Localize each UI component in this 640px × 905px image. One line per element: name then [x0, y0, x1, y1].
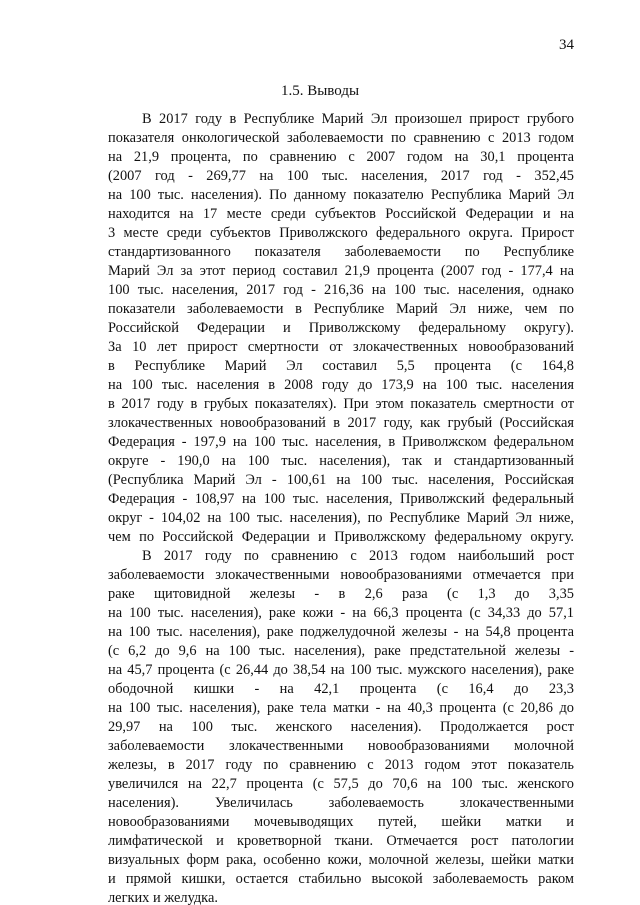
body-line: в 2017 году в грубых показателях). При этом показатель смертности от	[108, 396, 574, 412]
body-line: В 2017 году по сравнению с 2013 годом наибольший рост	[142, 548, 574, 564]
body-line: на 100 тыс. населения), раке тела матки - на 40,3 процента (с 20,86 до	[108, 700, 574, 716]
section-title: 1.5. Выводы	[280, 83, 360, 99]
body-line: показателя онкологической заболеваемости по сравнению с 2013 годом	[108, 130, 574, 146]
body-line: на 45,7 процента (с 26,44 до 38,54 на 100 тыс. мужского населения), раке	[108, 662, 574, 678]
body-line: в Республике Марий Эл составил 5,5 процента (с 164,8	[108, 358, 574, 374]
body-line: населения). Увеличилась заболеваемость злокачественными	[108, 795, 574, 811]
body-line: (с 6,2 до 9,6 на 100 тыс. населения), раке предстательной железы -	[108, 643, 574, 659]
body-line: на 100 тыс. населения). По данному показателю Республика Марий Эл	[108, 187, 574, 203]
body-line: и прямой кишки, остается стабильно высокой заболеваемость раком	[108, 871, 574, 887]
body-line: на 100 тыс. населения), раке поджелудочной железы - на 54,8 процента	[108, 624, 574, 640]
body-line: Федерация - 197,9 на 100 тыс. населения, в Приволжском федеральном	[108, 434, 574, 450]
body-line: визуальных форм рака, особенно кожи, молочной железы, шейки матки	[108, 852, 574, 868]
body-line: 100 тыс. населения, 2017 год - 216,36 на 100 тыс. населения, однако	[108, 282, 574, 298]
body-line: заболеваемости злокачественными новообразованиями отмечается при	[108, 567, 574, 583]
body-line: показатели заболеваемости в Республике Марий Эл ниже, чем по	[108, 301, 574, 317]
body-line: раке щитовидной железы - в 2,6 раза (с 1,3 до 3,35	[108, 586, 574, 602]
body-line: находится на 17 месте среди субъектов Российской Федерации и на	[108, 206, 574, 222]
body-line: на 21,9 процента, по сравнению с 2007 годом на 30,1 процента	[108, 149, 574, 165]
body-line: В 2017 году в Республике Марий Эл произошел прирост грубого	[142, 111, 574, 127]
body-line: Марий Эл за этот период составил 21,9 процента (2007 год - 177,4 на	[108, 263, 574, 279]
body-line: лимфатической и кроветворной ткани. Отмечается рост патологии	[108, 833, 574, 849]
body-line: округ - 104,02 на 100 тыс. населения), по Республике Марий Эл ниже,	[108, 510, 574, 526]
body-line: увеличился на 22,7 процента (с 57,5 до 70,6 на 100 тыс. женского	[108, 776, 574, 792]
body-text	[108, 110, 574, 905]
body-line: заболеваемости злокачественными новообразованиями молочной	[108, 738, 574, 754]
body-line: злокачественных новообразований в 2017 году, как грубый (Российская	[108, 415, 574, 431]
body-line: легких и желудка.	[108, 890, 218, 905]
body-line: Федерация - 108,97 на 100 тыс. населения, Приволжский федеральный	[108, 491, 574, 507]
body-line: на 100 тыс. населения в 2008 году до 173,9 на 100 тыс. населения	[108, 377, 574, 393]
body-line: новообразованиями мочевыводящих путей, шейки матки и	[108, 814, 574, 830]
body-line: Российской Федерации и Приволжскому федеральному округу).	[108, 320, 574, 336]
body-line: ободочной кишки - на 42,1 процента (с 16,4 до 23,3	[108, 681, 574, 697]
body-line: (Республика Марий Эл - 100,61 на 100 тыс. населения, Российская	[108, 472, 574, 488]
body-line: округе - 190,0 на 100 тыс. населения), так и стандартизованный	[108, 453, 574, 469]
body-line: За 10 лет прирост смертности от злокачественных новообразований	[108, 339, 574, 355]
body-line: 3 месте среди субъектов Приволжского федерального округа. Прирост	[108, 225, 574, 241]
body-line: 29,97 на 100 тыс. женского населения). Продолжается рост	[108, 719, 574, 735]
page-number: 34	[559, 37, 574, 53]
body-line: стандартизованного показателя заболеваемости по Республике	[108, 244, 574, 260]
body-line: чем по Российской Федерации и Приволжскому федеральному округу.	[108, 529, 574, 545]
body-line: (2007 год - 269,77 на 100 тыс. населения, 2017 год - 352,45	[108, 168, 574, 184]
body-line: на 100 тыс. населения), раке кожи - на 66,3 процента (с 34,33 до 57,1	[108, 605, 574, 621]
body-line: железы, в 2017 году по сравнению с 2013 годом этот показатель	[108, 757, 574, 773]
